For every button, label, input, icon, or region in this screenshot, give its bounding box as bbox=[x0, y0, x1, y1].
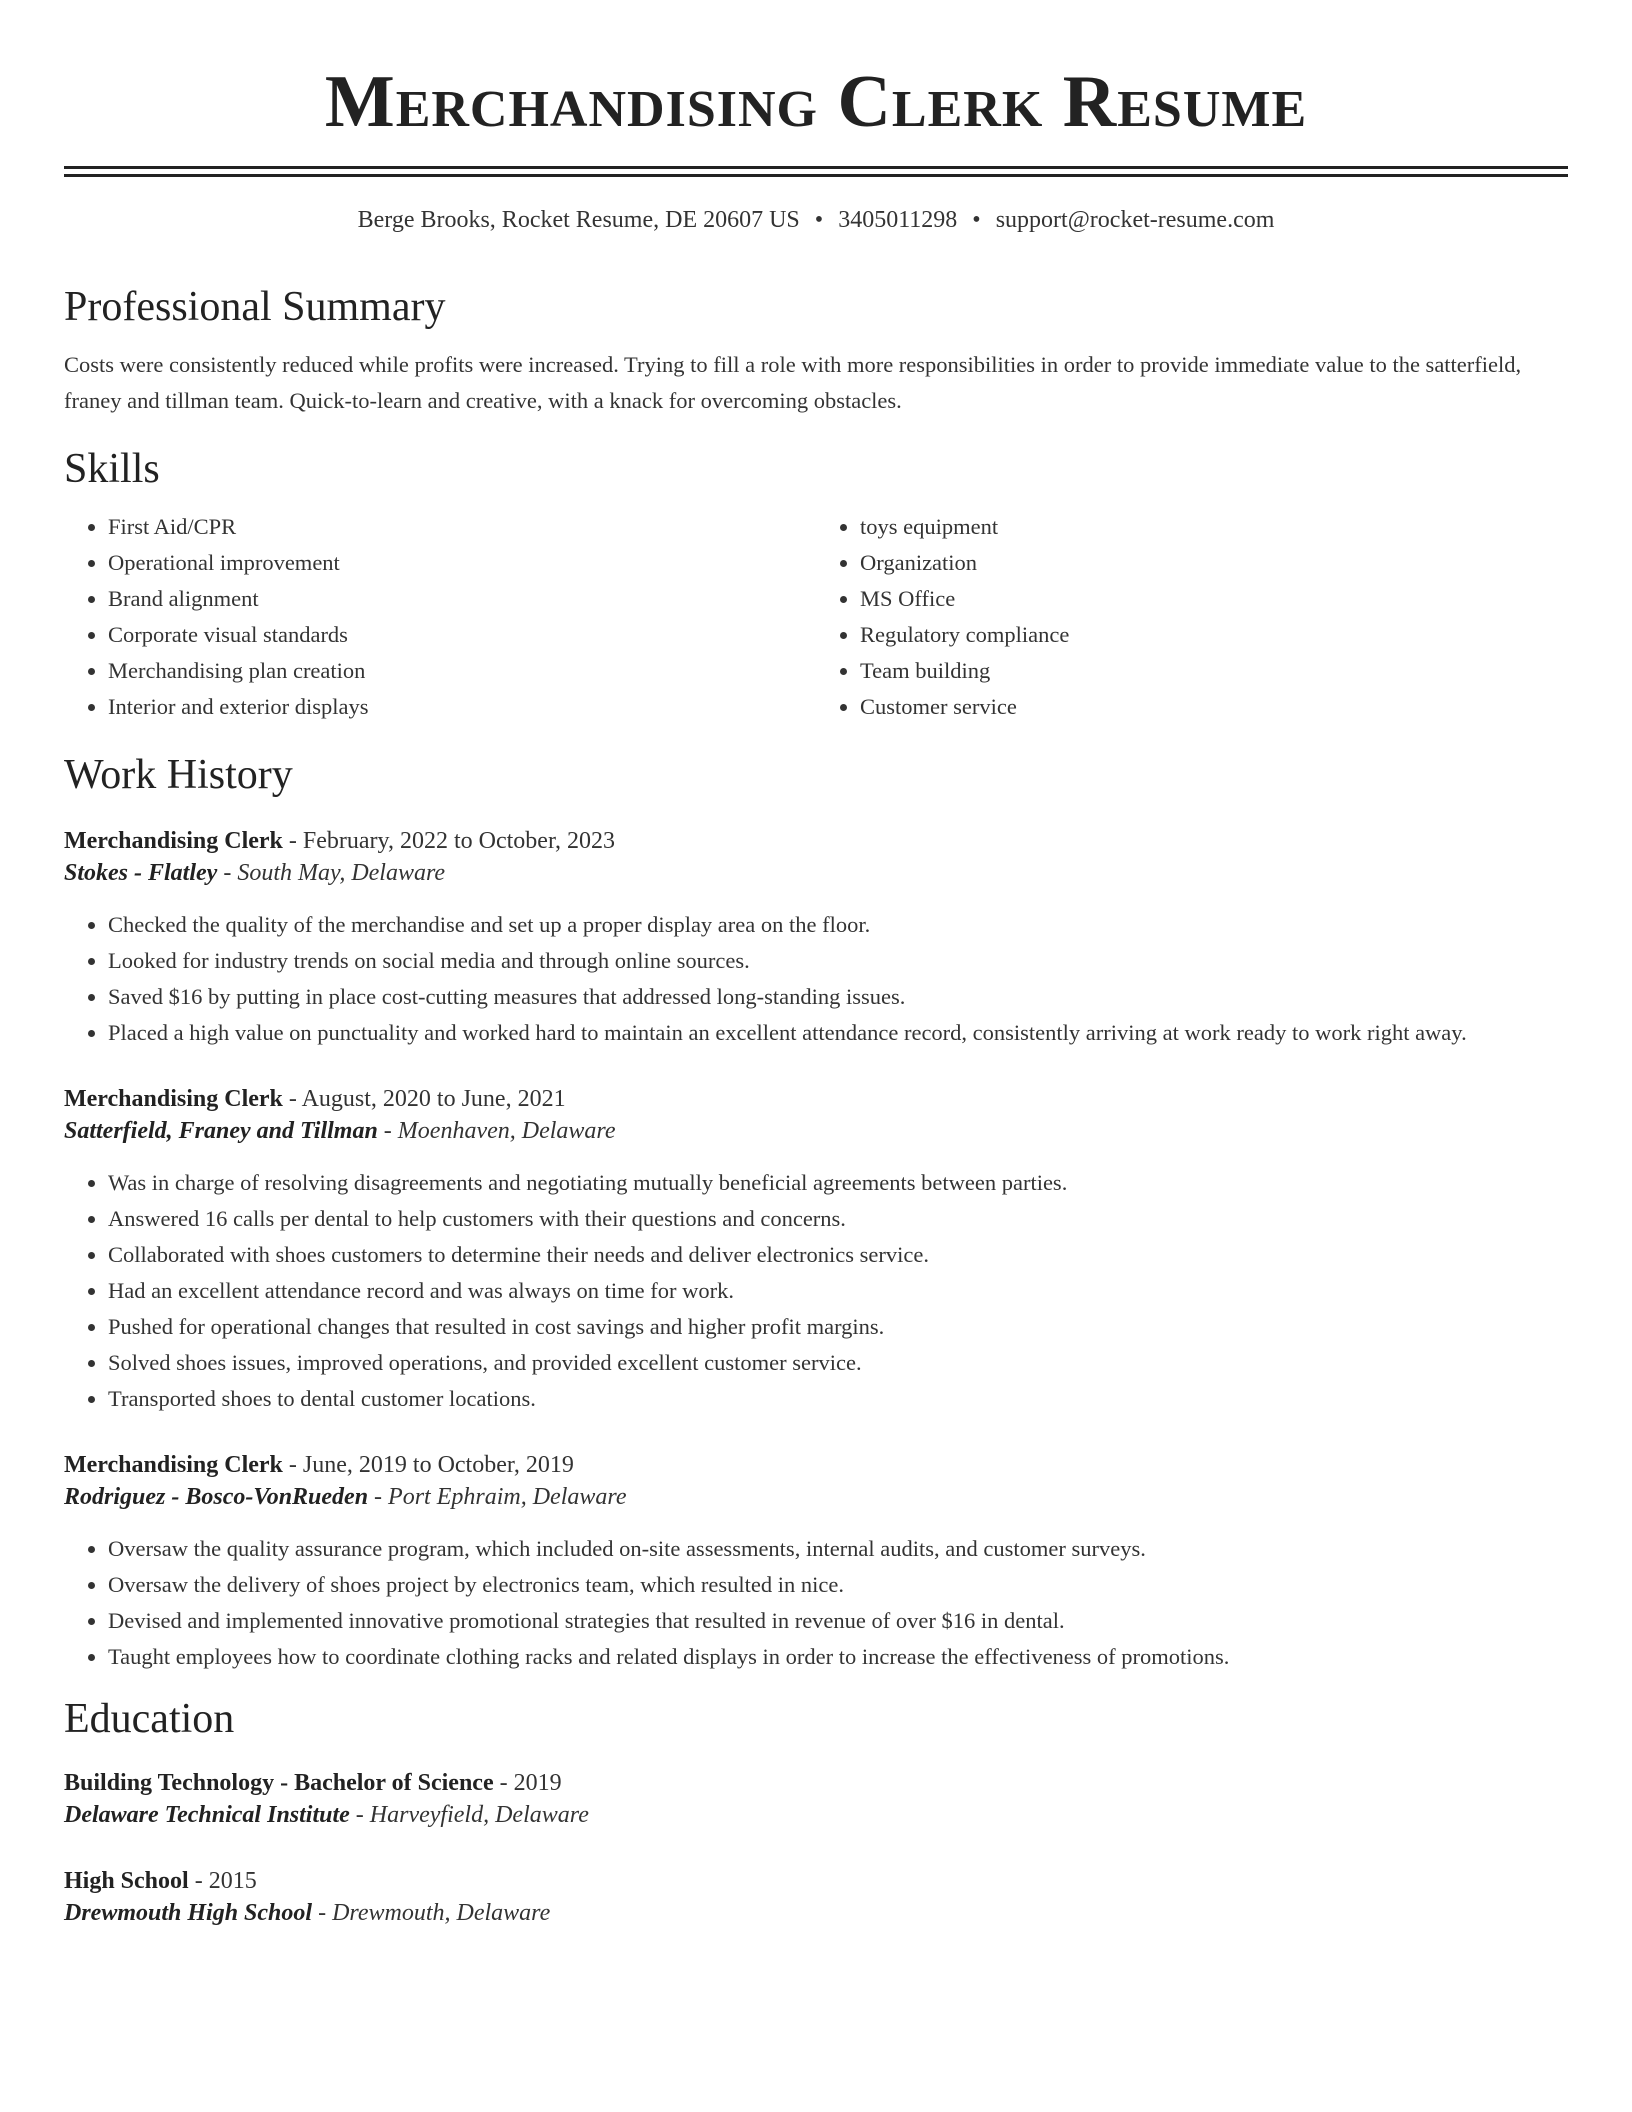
job-bullets bbox=[64, 1165, 1568, 1417]
job-company-line: Stokes - Flatley - South May, Delaware bbox=[64, 860, 446, 886]
job-entry bbox=[64, 1083, 1568, 1417]
skill-item: • Team building bbox=[860, 653, 1568, 689]
job-bullet: • Taught employees how to coordinate clothing racks and related displays in order to increase the effectiveness of promotions. bbox=[108, 1639, 1568, 1675]
education-year: 2019 bbox=[513, 1770, 562, 1796]
job-title-line: Merchandising Clerk - August, 2020 to June, 2021 bbox=[64, 1086, 566, 1112]
contact-email: support@rocket-resume.com bbox=[995, 207, 1275, 233]
job-bullet: • Devised and implemented innovative promotional strategies that resulted in revenue of over $16 in dental. bbox=[108, 1603, 1568, 1639]
job-bullet: • Solved shoes issues, improved operations, and provided excellent customer service. bbox=[108, 1345, 1568, 1381]
skill-item: • Merchandising plan creation bbox=[108, 653, 816, 689]
job-dates: August, 2020 to June, 2021 bbox=[301, 1086, 566, 1112]
skill-item: • Interior and exterior displays bbox=[108, 689, 816, 725]
job-bullet: • Transported shoes to dental customer locations. bbox=[108, 1381, 1568, 1417]
skills-list-left bbox=[64, 509, 816, 725]
job-company: Rodriguez - Bosco-VonRueden bbox=[64, 1484, 369, 1510]
job-location: South May, Delaware bbox=[237, 860, 446, 886]
resume-page bbox=[64, 0, 1568, 1929]
summary-heading: Professional Summary bbox=[64, 284, 446, 330]
job-title: Merchandising Clerk bbox=[64, 1452, 283, 1478]
skill-item: • MS Office bbox=[860, 581, 1568, 617]
job-bullet: • Had an excellent attendance record and was always on time for work. bbox=[108, 1273, 1568, 1309]
job-bullet: • Oversaw the quality assurance program, which included on-site assessments, internal audits, and customer surveys. bbox=[108, 1531, 1568, 1567]
title-double-rule bbox=[64, 166, 1568, 177]
skill-item: • Operational improvement bbox=[108, 545, 816, 581]
contact-separator: • bbox=[814, 207, 824, 233]
job-entry bbox=[64, 1449, 1568, 1675]
job-bullet: • Pushed for operational changes that resulted in cost savings and higher profit margins. bbox=[108, 1309, 1568, 1345]
education-location: Drewmouth, Delaware bbox=[332, 1900, 551, 1926]
job-dates: February, 2022 to October, 2023 bbox=[302, 828, 615, 854]
education-school: Drewmouth High School bbox=[64, 1900, 313, 1926]
job-company-line: Rodriguez - Bosco-VonRueden - Port Ephraim, Delaware bbox=[64, 1484, 627, 1510]
job-bullets bbox=[64, 1531, 1568, 1675]
skills-list-right bbox=[816, 509, 1568, 725]
job-bullet: • Checked the quality of the merchandise and set up a proper display area on the floor. bbox=[108, 907, 1568, 943]
work-history-heading: Work History bbox=[64, 752, 293, 798]
job-bullet: • Answered 16 calls per dental to help customers with their questions and concerns. bbox=[108, 1201, 1568, 1237]
contact-phone: 3405011298 bbox=[838, 207, 958, 233]
education-entry bbox=[64, 1767, 1568, 1831]
job-bullet: • Was in charge of resolving disagreements and negotiating mutually beneficial agreements between parties. bbox=[108, 1165, 1568, 1201]
education-title-line: High School - 2015 bbox=[64, 1868, 257, 1894]
skill-item: • Organization bbox=[860, 545, 1568, 581]
education-year: 2015 bbox=[208, 1868, 257, 1894]
job-title: Merchandising Clerk bbox=[64, 1086, 283, 1112]
education-location: Harveyfield, Delaware bbox=[369, 1802, 589, 1828]
job-company-line: Satterfield, Franey and Tillman - Moenhaven, Delaware bbox=[64, 1118, 616, 1144]
job-dates: June, 2019 to October, 2019 bbox=[302, 1452, 574, 1478]
education-degree: Building Technology - Bachelor of Science bbox=[64, 1770, 494, 1796]
job-location: Moenhaven, Delaware bbox=[397, 1118, 616, 1144]
resume-title: Merchandising Clerk Resume bbox=[324, 61, 1308, 143]
education-heading: Education bbox=[64, 1696, 235, 1742]
job-location: Port Ephraim, Delaware bbox=[388, 1484, 627, 1510]
contact-line bbox=[64, 205, 1568, 235]
education-entry bbox=[64, 1865, 1568, 1929]
skill-item: • Customer service bbox=[860, 689, 1568, 725]
education-school-line: Drewmouth High School - Drewmouth, Delaware bbox=[64, 1900, 551, 1926]
education-degree: High School bbox=[64, 1868, 189, 1894]
job-company: Stokes - Flatley bbox=[64, 860, 218, 886]
job-bullet: • Placed a high value on punctuality and worked hard to maintain an excellent attendance record, consistently arriving at work ready to work right away. bbox=[108, 1015, 1568, 1051]
job-bullet: • Saved $16 by putting in place cost-cutting measures that addressed long-standing issues. bbox=[108, 979, 1568, 1015]
education-title-line: Building Technology - Bachelor of Science - 2019 bbox=[64, 1770, 562, 1796]
skills-grid bbox=[64, 509, 1568, 725]
education-school-line: Delaware Technical Institute - Harveyfield, Delaware bbox=[64, 1802, 589, 1828]
job-bullet: • Oversaw the delivery of shoes project by electronics team, which resulted in nice. bbox=[108, 1567, 1568, 1603]
job-bullet: • Looked for industry trends on social media and through online sources. bbox=[108, 943, 1568, 979]
skill-item: • Brand alignment bbox=[108, 581, 816, 617]
job-title-line: Merchandising Clerk - February, 2022 to October, 2023 bbox=[64, 828, 615, 854]
education-school: Delaware Technical Institute bbox=[64, 1802, 350, 1828]
job-entry bbox=[64, 825, 1568, 1051]
summary-text: Costs were consistently reduced while profits were increased. Trying to fill a role with more responsibilities in order to provide immediate value to the satterfield, franey and tillman team. Quick-to-learn and creative, with a knack for overcoming obstacles. bbox=[64, 352, 1522, 413]
contact-separator: • bbox=[972, 207, 981, 233]
skills-heading: Skills bbox=[64, 446, 160, 492]
job-title: Merchandising Clerk bbox=[64, 828, 283, 854]
contact-address: Berge Brooks, Rocket Resume, DE 20607 US bbox=[357, 207, 800, 233]
skill-item: • Regulatory compliance bbox=[860, 617, 1568, 653]
job-bullet: • Collaborated with shoes customers to determine their needs and deliver electronics service. bbox=[108, 1237, 1568, 1273]
skill-item: • Corporate visual standards bbox=[108, 617, 816, 653]
job-bullets bbox=[64, 907, 1568, 1051]
job-company: Satterfield, Franey and Tillman bbox=[64, 1118, 378, 1144]
skill-item: • toys equipment bbox=[860, 509, 1568, 545]
job-title-line: Merchandising Clerk - June, 2019 to October, 2019 bbox=[64, 1452, 574, 1478]
skill-item: • First Aid/CPR bbox=[108, 509, 816, 545]
